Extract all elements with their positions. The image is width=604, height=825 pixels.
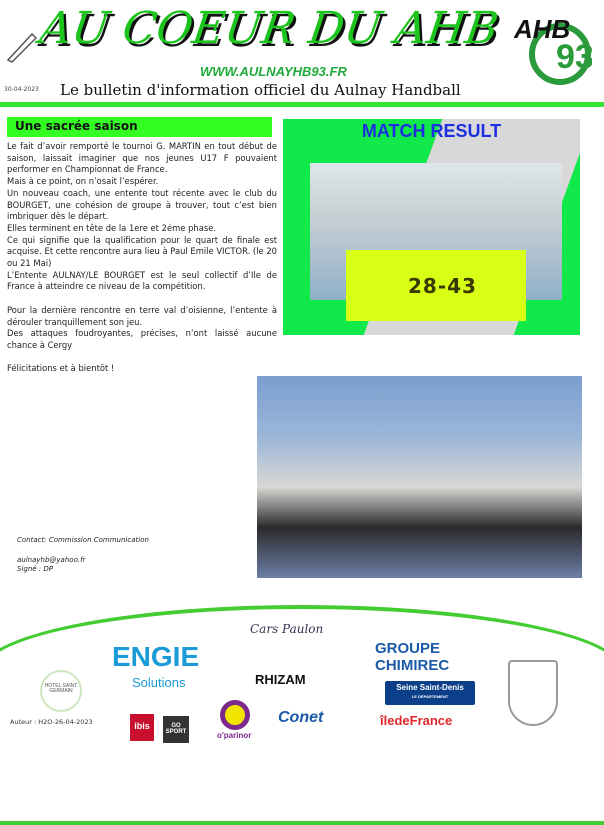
issue-date: 30-04-2023 xyxy=(4,86,39,93)
contact-line: Contact: Commission Communication xyxy=(17,536,149,544)
sponsor-seine-saint-denis xyxy=(385,681,475,705)
team-photo xyxy=(257,376,582,578)
sponsor-conet: Conet xyxy=(278,709,324,726)
author-line: Auteur : H2O-26-04-2023 xyxy=(10,718,93,726)
paragraph xyxy=(7,293,277,305)
city-coat-of-arms xyxy=(508,660,558,726)
oparinor-logo xyxy=(220,700,250,730)
sponsor-cars-paulon: Cars Paulon xyxy=(250,622,324,636)
sponsor-hotel-saint-germain: HOTEL SAINT GERMAIN xyxy=(40,670,82,712)
article-title: Une sacrée saison xyxy=(7,117,272,137)
article-body xyxy=(7,141,277,375)
sponsor-oparinor: o'parinor xyxy=(217,731,252,740)
svg-text:93: 93 xyxy=(556,38,592,76)
pen-icon xyxy=(4,28,40,64)
paragraph: Elles terminent en tête de la 1ere et 2éme phase. xyxy=(7,222,217,233)
sponsor-chimirec-1: GROUPE xyxy=(375,640,441,657)
website-url[interactable]: WWW.AULNAYHB93.FR xyxy=(200,64,347,79)
paragraph: Des attaques foudroyantes, précises, n’ont laissé aucune chance à Cergy xyxy=(7,328,277,350)
match-result-title: MATCH RESULT xyxy=(361,121,502,141)
paragraph: Pour la dernière rencontre en terre val d’oisienne, l’entente à dérouler tranquillement son jeu. xyxy=(7,304,277,327)
sponsor-engie-solutions: Solutions xyxy=(132,675,186,690)
header-divider xyxy=(0,102,604,107)
sponsor-chimirec-2: CHIMIREC xyxy=(375,657,450,674)
sponsor-ibis: ibis xyxy=(130,714,154,741)
sponsor-engie: ENGIE xyxy=(112,641,200,672)
contact-email[interactable]: aulnayhb@yahoo.fr xyxy=(17,556,86,564)
score-panel xyxy=(346,250,526,321)
sponsor-go-sport: GO SPORT xyxy=(163,716,189,743)
sponsor-iledefrance: îledeFrance xyxy=(380,713,453,728)
paragraph: L’Entente AULNAY/LE BOURGET est le seul collectif d’Ile de France à atteindre ce niveau de la compétition. xyxy=(7,269,277,292)
paragraph xyxy=(7,352,277,364)
paragraph: Ce qui signifie que la qualification pour le quart de finale est acquise. Et cette rencontre aura lieu à Paul Emile VICTOR. (le 20 ou 21 Mai) xyxy=(7,234,277,269)
paragraph: Le fait d’avoir remporté le tournoi G. MARTIN en tout début de saison, laissait imaginer que nos jeunes U17 F pouvaient performer en Championnat de France. xyxy=(7,141,277,175)
match-result-image xyxy=(283,119,580,335)
newsletter-subtitle: Le bulletin d'information officiel du Aulnay Handball xyxy=(60,81,461,99)
paragraph: Félicitations et à bientôt ! xyxy=(7,363,115,374)
ahb-logo xyxy=(512,6,592,86)
paragraph: Mais à ce point, on n’osait l’espérer. xyxy=(7,176,159,187)
paragraph: Un nouveau coach, une entente tout récente avec le club du BOURGET, une cohésion de groupe à trouver, tout c’est bien imbriquer dès le départ. xyxy=(7,187,277,222)
ssd-sub: LE DÉPARTEMENT xyxy=(411,694,449,700)
match-score: 28-43 xyxy=(408,274,477,298)
ssd-label: Seine Saint-Denis xyxy=(396,683,464,692)
svg-text:AHB: AHB xyxy=(514,14,571,44)
sponsor-rhizam: RHIZAM xyxy=(255,672,306,687)
newsletter-title: AU COEUR DU AHB xyxy=(36,3,502,54)
signature: Signé : DP xyxy=(17,565,53,573)
